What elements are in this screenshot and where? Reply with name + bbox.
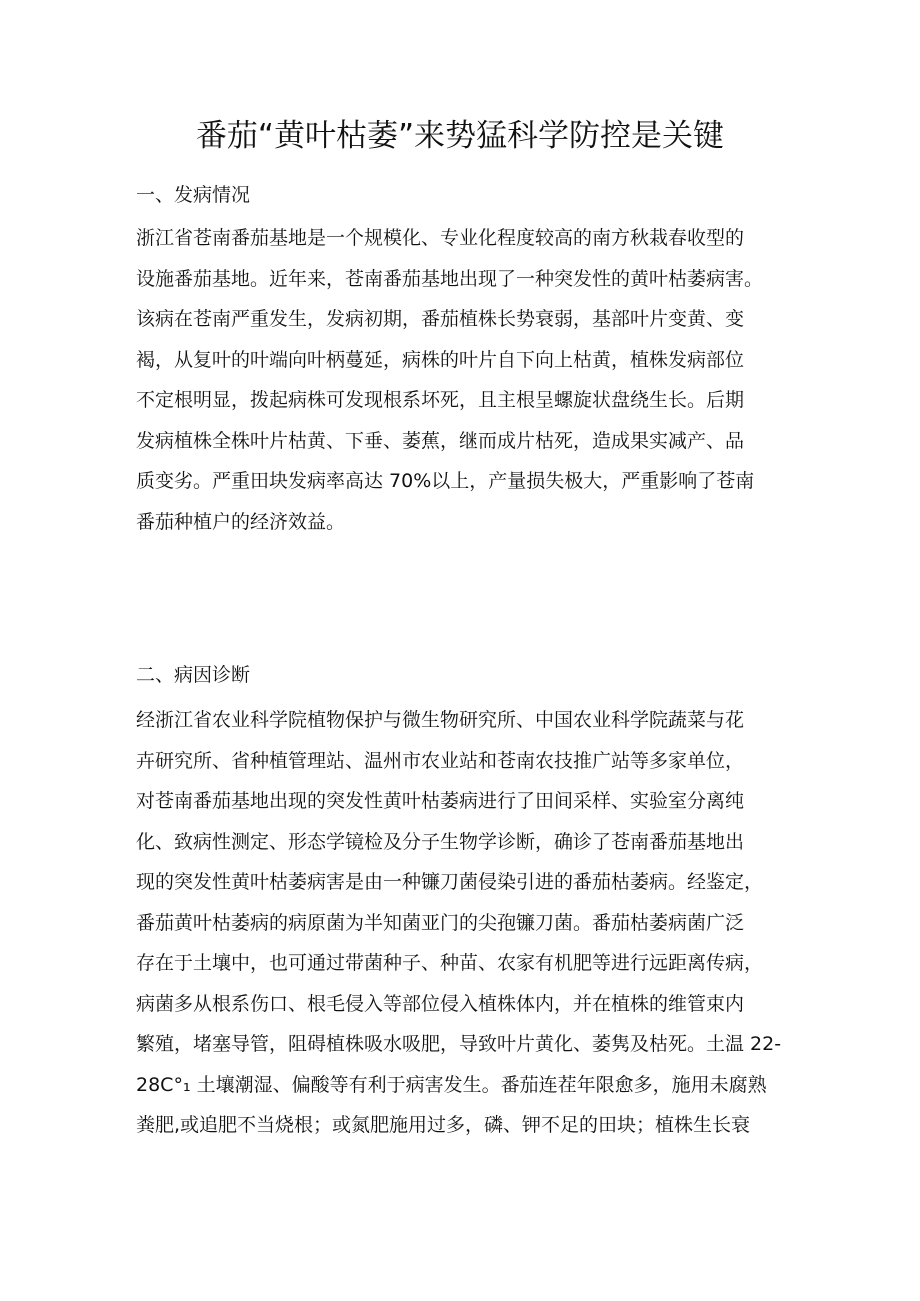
paragraph-line: 现的突发性黄叶枯萎病害是由一种镰刀菌侵染引进的番茄枯萎病。经鉴定， — [136, 871, 764, 893]
paragraph-line: 设施番茄基地。近年来，苍南番茄基地出现了一种突发性的黄叶枯萎病害。 — [136, 267, 764, 290]
paragraph-line: 存在于土壤中，也可通过带菌种子、种苗、农家有机肥等进行远距离传病， — [136, 952, 764, 974]
section-body-2 — [136, 700, 796, 1146]
paragraph-line: 经浙江省农业科学院植物保护与微生物研究所、中国农业科学院蔬菜与花 — [136, 709, 745, 731]
paragraph-line: 繁殖，堵塞导管，阻碍植株吸水吸肥，导致叶片黄化、萎隽及枯死。土温 22- — [136, 1033, 782, 1055]
paragraph-line: 不定根明显，拨起病株可发现根系坏死，且主根呈螺旋状盘绕生长。后期 — [136, 389, 745, 411]
paragraph-line: 28C°₁ 土壤潮湿、偏酸等有利于病害发生。番茄连茬年限愈多，施用未腐熟 — [136, 1073, 767, 1096]
document-title: 番茄“黄叶枯萎”来势猛科学防控是关键 — [195, 118, 725, 154]
paragraph-line: 卉研究所、省种植管理站、温州市农业站和苍南农技推广站等多家单位， — [136, 749, 745, 772]
paragraph-line: 质变劣。严重田块发病率高达 70%以上，产量损失极大，严重影响了苍南 — [136, 470, 755, 492]
paragraph-line: 发病植株全株叶片枯黄、下垂、萎蕉，继而成片枯死，造成果实减产、品 — [136, 429, 745, 452]
section-heading-1: 一、发病情况 — [136, 184, 251, 206]
section-body-1 — [136, 218, 796, 542]
paragraph-line: 病菌多从根系伤口、根毛侵入等部位侵入植株体内，并在植株的维管束内 — [136, 992, 745, 1015]
paragraph-line: 褐，从复叶的叶端向叶柄蔓延，病株的叶片自下向上枯黄，植株发病部位 — [136, 348, 745, 371]
paragraph-line: 对苍南番茄基地出现的突发性黄叶枯萎病进行了田间采样、实验室分离纯 — [136, 790, 745, 812]
paragraph-line: 番茄黄叶枯萎病的病原菌为半知菌亚门的尖孢镰刀菌。番茄枯萎病菌广泛 — [136, 911, 745, 934]
section-heading-2: 二、病因诊断 — [136, 664, 251, 686]
paragraph-line: 该病在苍南严重发生，发病初期，番茄植株长势衰弱，基部叶片变黄、变 — [136, 308, 745, 330]
paragraph-line: 粪肥,或追肥不当烧根；或氮肥施用过多，磷、钾不足的田块；植株生长衰 — [136, 1114, 751, 1136]
paragraph-line: 化、致病性测定、形态学镜检及分子生物学诊断，确诊了苍南番茄基地出 — [136, 830, 745, 853]
paragraph-line: 浙江省苍南番茄基地是一个规模化、专业化程度较高的南方秋栽春收型的 — [136, 227, 745, 249]
paragraph-line: 番茄种植户的经济效益。 — [136, 510, 346, 533]
